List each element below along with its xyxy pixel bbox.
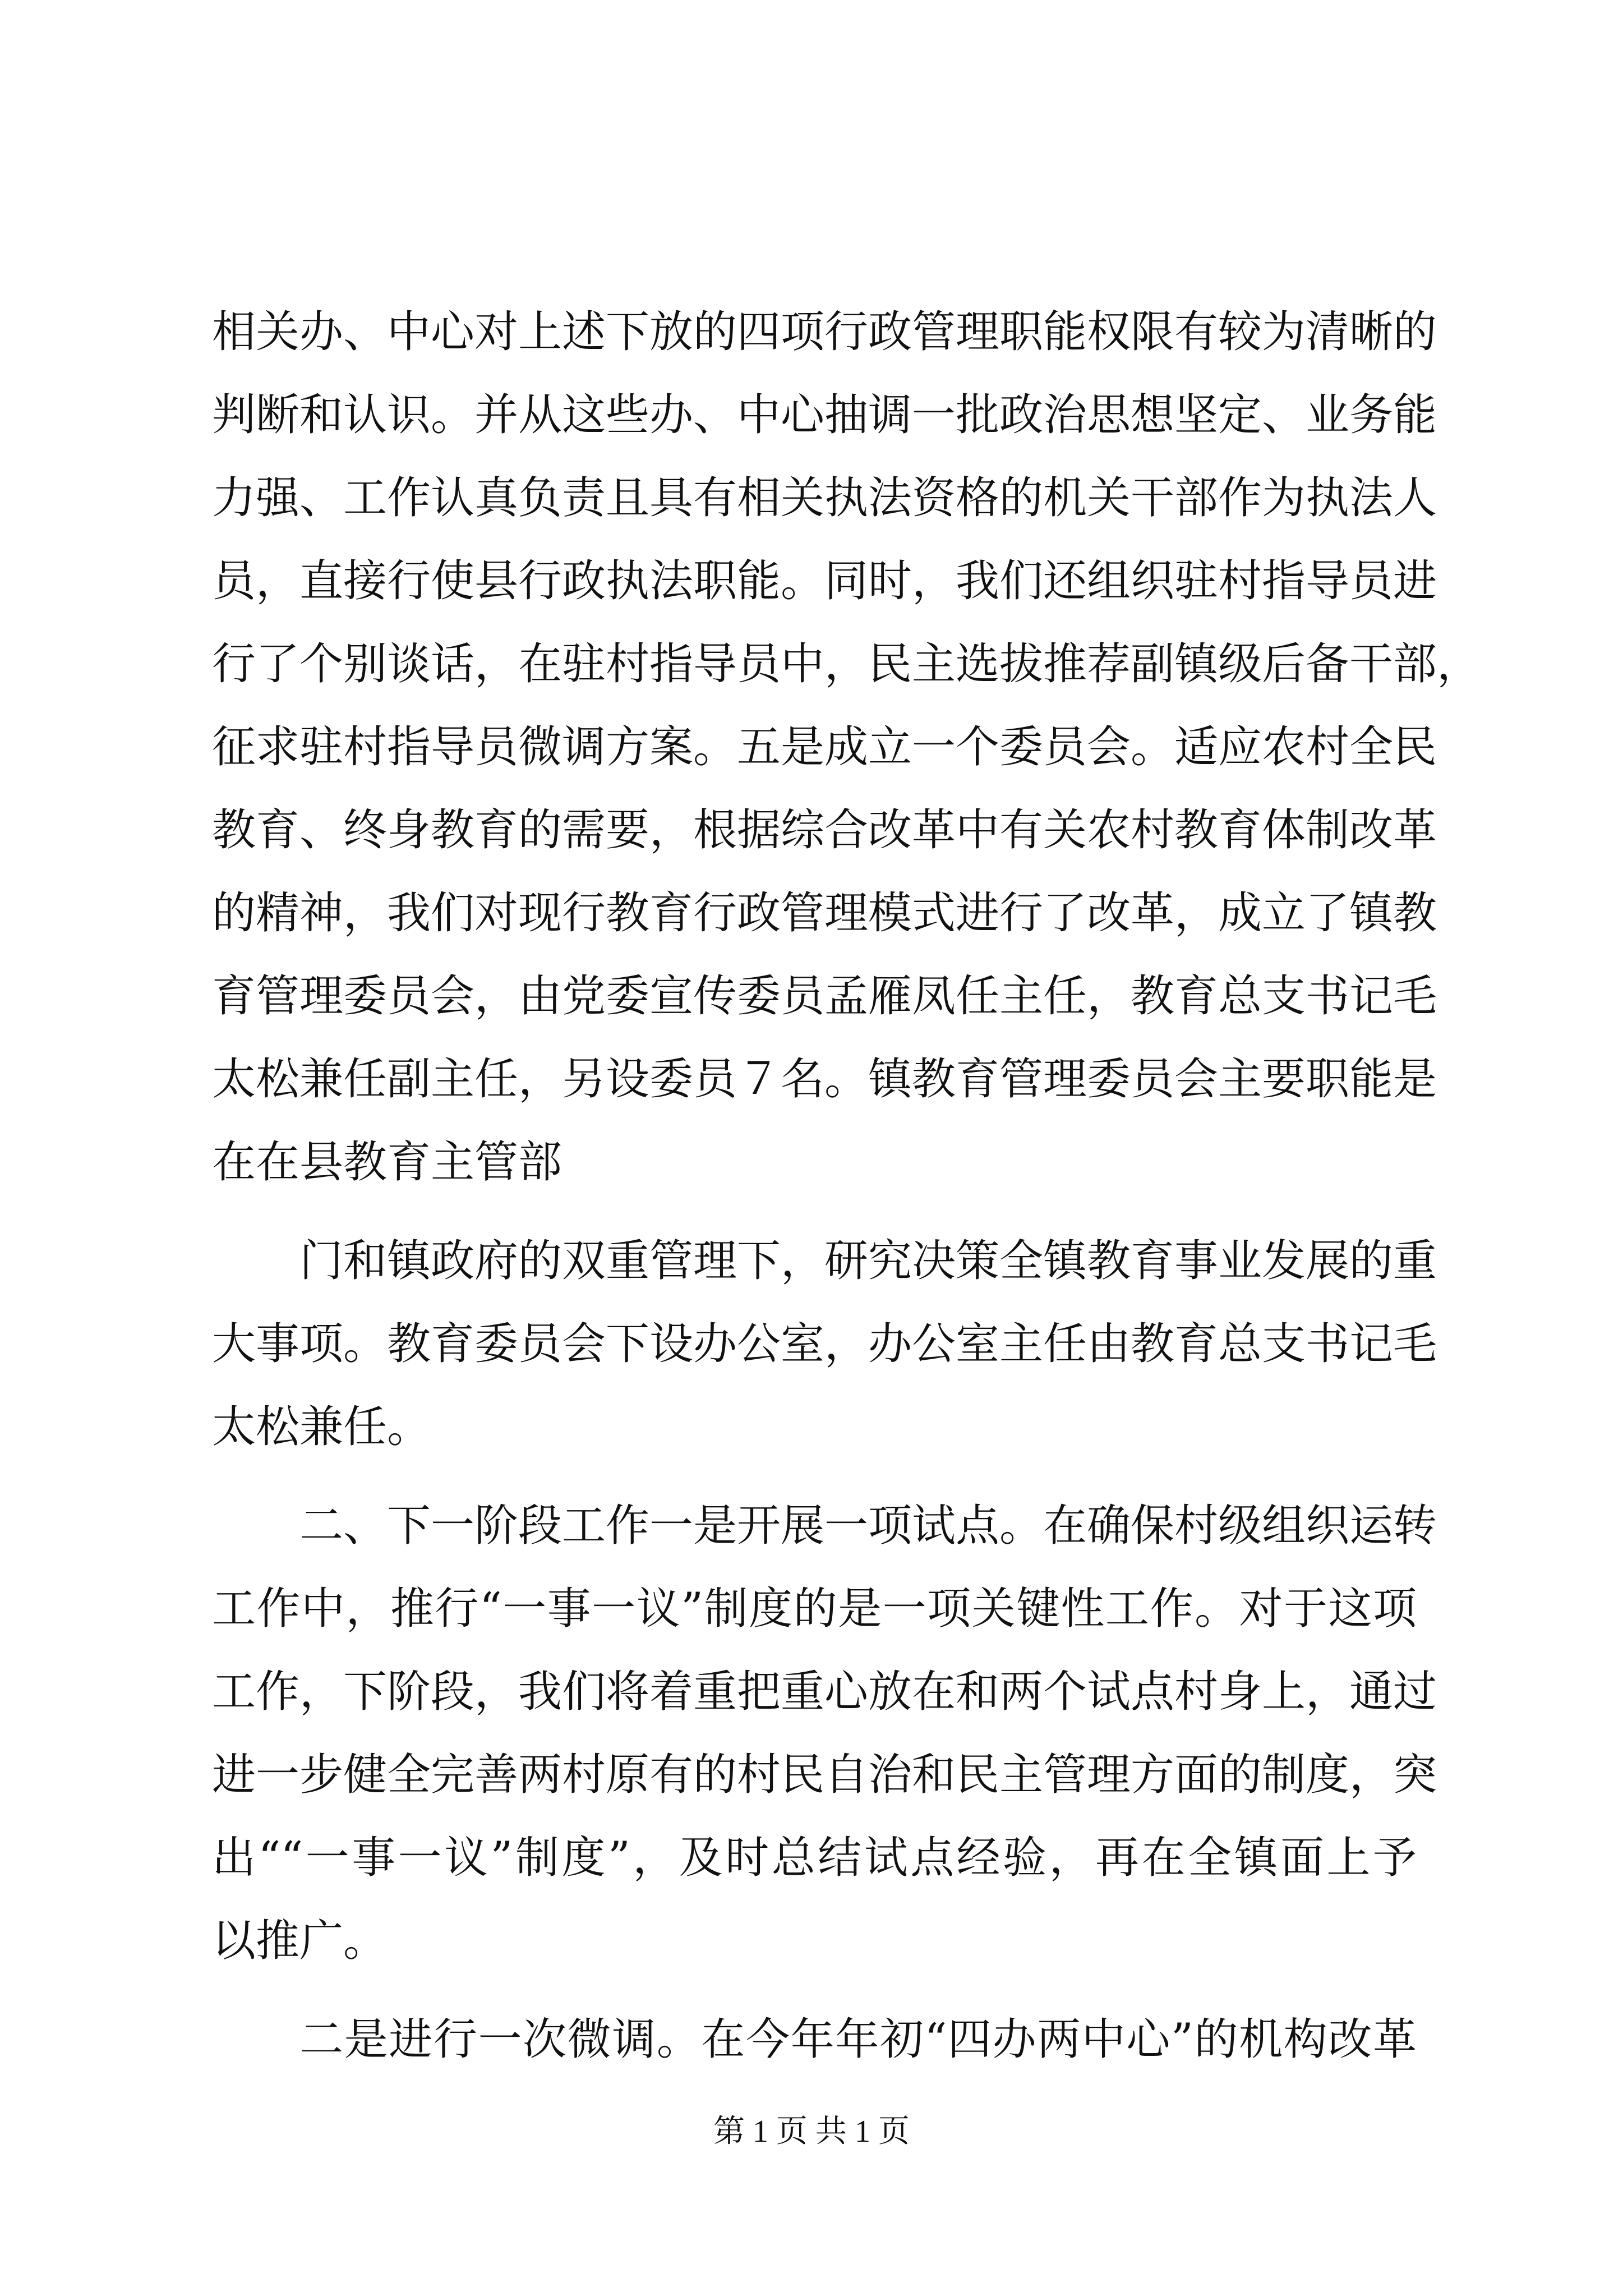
paragraph-line: 大事项。教育委员会下设办公室，办公室主任由教育总支书记毛 (212, 1319, 1437, 1369)
paragraph-line: 育管理委员会，由党委宣传委员孟雁凤任主任，教育总支书记毛 (212, 971, 1437, 1022)
paragraph-line: 教育、终身教育的需要，根据综合改革中有关农村教育体制改革 (212, 805, 1437, 855)
document-body (212, 291, 1481, 2081)
page-footer: 第 1 页 共 1 页 (713, 2114, 910, 2149)
paragraph-line: 太松兼任副主任，另设委员７名。镇教育管理委员会主要职能是 (212, 1054, 1437, 1105)
paragraph-line: 的精神，我们对现行教育行政管理模式进行了改革，成立了镇教 (212, 888, 1437, 938)
paragraph-first-line: 二是进行一次微调。在今年年初“四办两中心”的机构改革 (299, 2014, 1417, 2065)
paragraph-line: 太松兼任。 (212, 1402, 431, 1452)
paragraph-line: 在在县教育主管部 (212, 1137, 562, 1188)
paragraph-line: 员，直接行使县行政执法职能。同时，我们还组织驻村指导员进 (212, 556, 1437, 606)
paragraph-line: 工作中，推行“一事一议”制度的是一项关键性工作。对于这项 (212, 1584, 1417, 1634)
paragraph-line: 工作，下阶段，我们将着重把重心放在和两个试点村身上，通过 (212, 1667, 1437, 1717)
paragraph-line: 力强、工作认真负责且具有相关执法资格的机关干部作为执法人 (212, 473, 1437, 523)
paragraph-line: 以推广。 (212, 1916, 388, 1966)
paragraph-line: 行了个别谈话，在驻村指导员中，民主选拔推荐副镇级后备干部， (212, 639, 1481, 689)
paragraph-first-line: 二、下一阶段工作一是开展一项试点。在确保村级组织运转 (299, 1501, 1437, 1551)
paragraph-line: 出““一事一议”制度”，及时总结试点经验，再在全镇面上予 (212, 1833, 1417, 1883)
paragraph-line: 判断和认识。并从这些办、中心抽调一批政治思想坚定、业务能 (212, 390, 1437, 440)
paragraph-line: 相关办、中心对上述下放的四项行政管理职能权限有较为清晰的 (212, 307, 1437, 357)
paragraph-line: 征求驻村指导员微调方案。五是成立一个委员会。适应农村全民 (212, 722, 1437, 772)
paragraph-line: 进一步健全完善两村原有的村民自治和民主管理方面的制度，突 (212, 1750, 1437, 1800)
paragraph-first-line: 门和镇政府的双重管理下，研究决策全镇教育事业发展的重 (299, 1236, 1437, 1286)
